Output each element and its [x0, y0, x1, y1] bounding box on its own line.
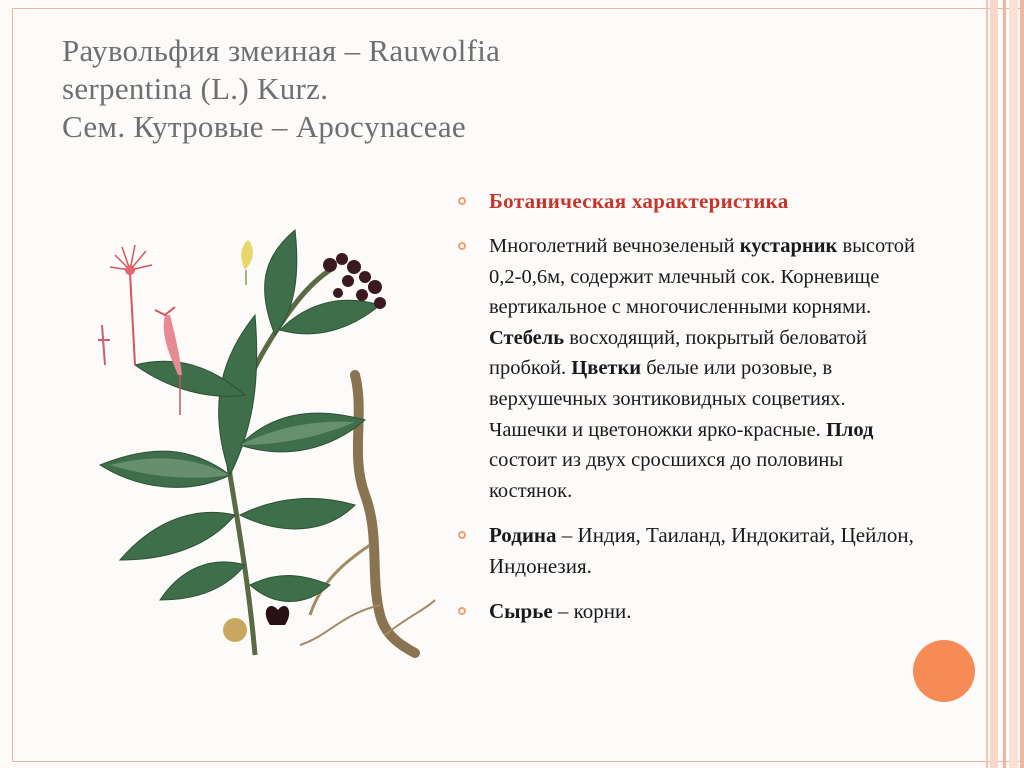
bullet-item-heading [458, 186, 918, 217]
title-line-2: serpentina (L.) Kurz. [62, 71, 329, 106]
plant-root [355, 375, 415, 653]
bullet-marker-icon [458, 197, 466, 205]
bullet-list [458, 186, 918, 641]
bullet-item-homeland: Родина – Индия, Таиланд, Индокитай, Цейлон, Индонезия. [458, 520, 918, 582]
decorative-orange-circle [913, 640, 975, 702]
slide-title [62, 32, 722, 146]
plant-illustration [80, 215, 440, 665]
title-line-1: Раувольфия змеиная – Rauwolfia [62, 33, 501, 68]
seed [223, 618, 247, 642]
bullet-item-raw-material: Сырье – корни. [458, 596, 918, 627]
bullet-marker-icon [458, 242, 466, 250]
title-line-3: Сем. Кутровые – Apocynaceae [62, 109, 466, 144]
section-heading: Ботаническая характеристика [489, 189, 789, 213]
decorative-stripes [984, 0, 1024, 768]
drupe [266, 606, 289, 625]
bullet-marker-icon [458, 531, 466, 539]
bullet-item-description: Многолетний вечнозеленый кустарник высотой 0,2-0,6м, содержит млечный сок. Корневище вертикальное с многочисленными корнями. Стебель восходящий, покрытый беловатой пробкой. Цветки белые или розовые, в верхушечных зонтиковидных соцветиях. Чашечки и цветоножки ярко-красные. Плод состоит из двух сросшихся до половины костянок. [458, 231, 918, 506]
bullet-marker-icon [458, 607, 466, 615]
bud [241, 240, 253, 270]
